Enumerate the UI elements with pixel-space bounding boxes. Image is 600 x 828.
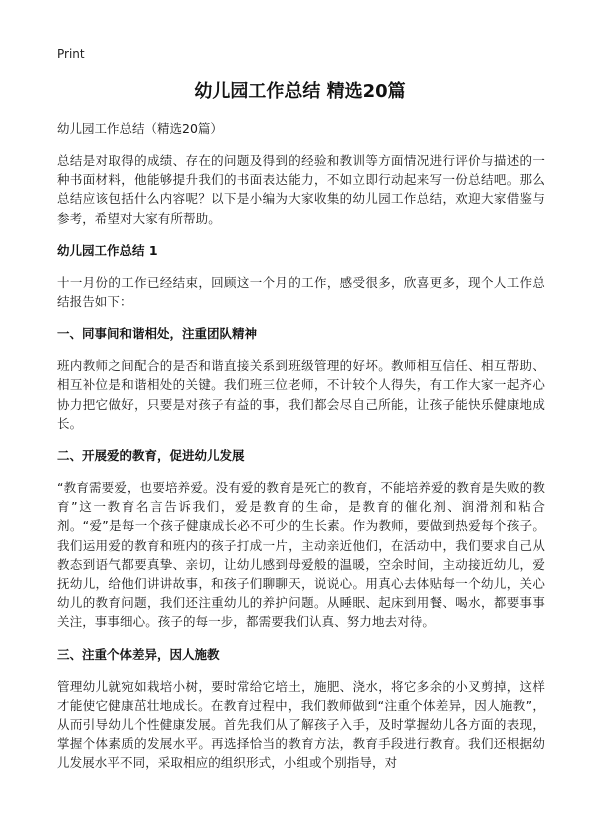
part-2-paragraph: “教育需要爱，也要培养爱。没有爱的教育是死亡的教育，不能培养爱的教育是失败的教育”这一教育名言告诉我们，爱是教育的生命，是教育的催化剂、润滑剂和粘合剂。“爱”是每一个孩子健康成长必不可少的生长素。作为教师，要做到热爱每个孩子。我们运用爱的教育和班内的孩子打成一片，主动亲近他们，在活动中，我们要求自己从教态到语气都要真挚、亲切，让幼儿感到母爱般的温暖，空余时间，主动接近幼儿，爱抚幼儿，给他们讲讲故事，和孩子们聊聊天，说说心。用真心去体贴每一个幼儿，关心幼儿的教育问题，我们还注重幼儿的养护问题。从睡眠、起床到用餐、喝水，都要事事关注，事事细心。孩子的每一步，都需要我们认真、努力地去对待。 (57, 480, 545, 630)
document-body (57, 120, 545, 787)
document-title: 幼儿园工作总结 精选20篇 (194, 81, 406, 102)
part-1-paragraph: 班内教师之间配合的是否和谐直接关系到班级管理的好坏。教师相互信任、相互帮助、相互补位是和谐相处的关键。我们班三位老师，不计较个人得失，有工作大家一起齐心协力把它做好，只要是对孩子有益的事，我们都会尽自己所能，让孩子能快乐健康地成长。 (57, 358, 545, 431)
part-1-heading: 一、同事间和谐相处，注重团队精神 (57, 326, 258, 342)
print-link[interactable]: Print (57, 47, 85, 61)
intro-paragraph: 总结是对取得的成绩、存在的问题及得到的经验和教训等方面情况进行评价与描述的一种书面材料，他能够提升我们的书面表达能力，不如立即行动起来写一份总结吧。那么总结应该包括什么内容呢？以下是小编为大家收集的幼儿园工作总结，欢迎大家借鉴与参考，希望对大家有所帮助。 (57, 153, 545, 226)
document-subtitle: 幼儿园工作总结（精选20篇） (57, 121, 223, 136)
part-3-heading: 三、注重个体差异，因人施教 (57, 646, 220, 662)
section-intro-paragraph: 十一月份的工作已经结束，回顾这一个月的工作，感受很多，欣喜更多，现个人工作总结报告如下： (57, 274, 545, 310)
part-3-paragraph: 管理幼儿就宛如栽培小树，要时常给它培土，施肥、浇水，将它多余的小叉剪掉，这样才能使它健康茁壮地成长。在教育过程中，我们教师做到“注重个体差异，因人施教”，从而引导幼儿个性健康发展。首先我们从了解孩子入手，及时掌握幼儿各方面的表现，掌握个体素质的发展水平。再选择恰当的教育方法，教育手段进行教育。我们还根据幼儿发展水平不同，采取相应的组织形式，小组或个别指导，对 (57, 678, 545, 771)
section-title: 幼儿园工作总结 1 (57, 242, 158, 258)
part-2-heading: 二、开展爱的教育，促进幼儿发展 (57, 448, 245, 464)
